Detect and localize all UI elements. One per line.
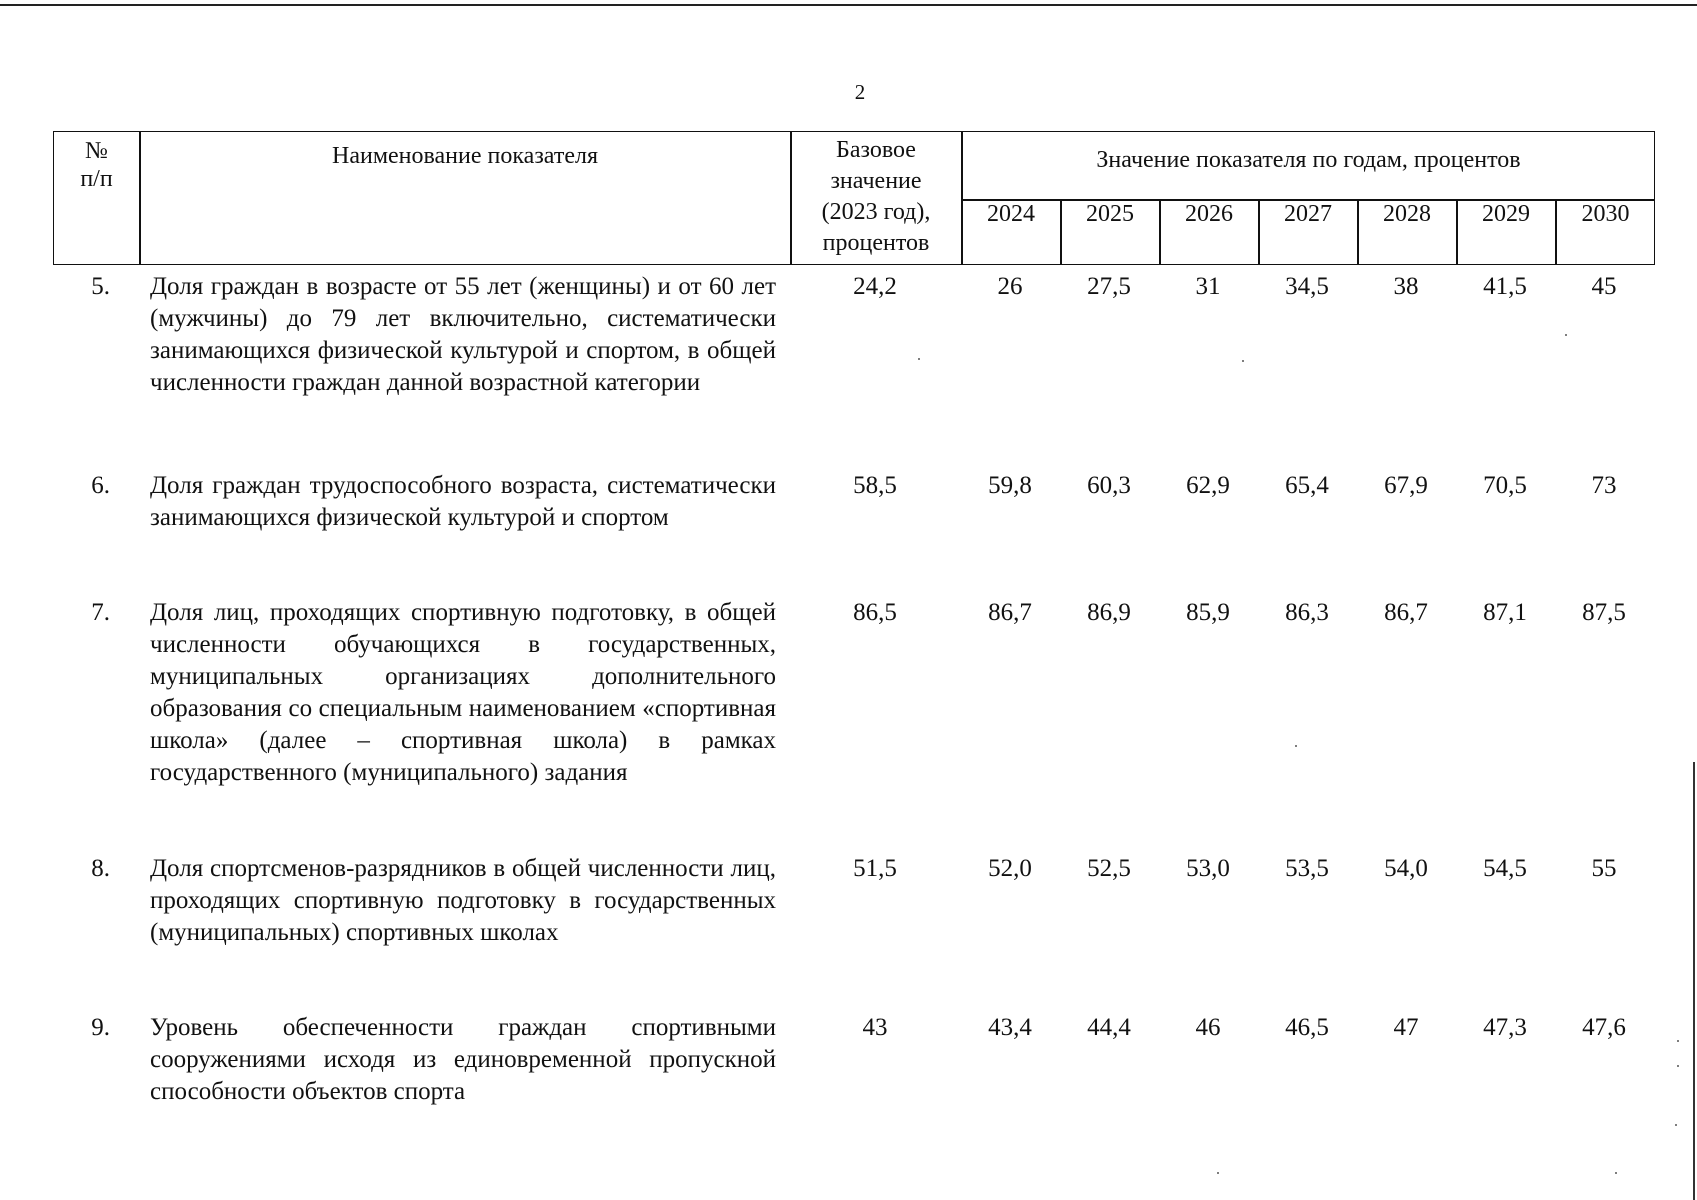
year-value: 62,9: [1186, 472, 1230, 499]
year-value: 45: [1591, 273, 1617, 300]
indicator-name: Доля спортсменов-разрядников в общей численности лиц, проходящих спортивную подготовку в государственных (муниципальных) спортивных школах: [150, 855, 776, 946]
page-top-rule: [0, 4, 1697, 6]
year-value: 73: [1591, 472, 1617, 499]
year-value: 54,5: [1483, 855, 1527, 882]
scan-speck: [1217, 1172, 1219, 1174]
base-value: 86,5: [853, 599, 897, 626]
row-number: 6.: [91, 472, 110, 499]
year-value: 31: [1195, 273, 1221, 300]
year-value: 34,5: [1285, 273, 1329, 300]
scan-speck: [1677, 1040, 1679, 1042]
year-value: 86,3: [1285, 599, 1329, 626]
year-value: 67,9: [1384, 472, 1428, 499]
base-value: 24,2: [853, 273, 897, 300]
year-value: 47,3: [1483, 1014, 1527, 1041]
base-value: 51,5: [853, 855, 897, 882]
year-value: 54,0: [1384, 855, 1428, 882]
year-value: 47: [1393, 1014, 1419, 1041]
year-value: 87,5: [1582, 599, 1626, 626]
row-number: 7.: [91, 599, 110, 626]
year-value: 46,5: [1285, 1014, 1329, 1041]
header-year: 2028: [1383, 201, 1431, 227]
year-value: 86,7: [988, 599, 1032, 626]
header-year: 2026: [1185, 201, 1233, 227]
scan-speck: [1295, 745, 1297, 747]
header-years-group: Значение показателя по годам, процентов: [1096, 147, 1521, 173]
year-value: 38: [1393, 273, 1419, 300]
header-base: Базовое значение (2023 год), процентов: [821, 137, 931, 256]
indicator-name: Доля граждан трудоспособного возраста, систематически занимающихся физической культурой и спортом: [150, 472, 776, 531]
scan-edge: [1693, 762, 1695, 1200]
year-value: 41,5: [1483, 273, 1527, 300]
year-value: 44,4: [1087, 1014, 1131, 1041]
row-number: 8.: [91, 855, 110, 882]
header-year: 2027: [1284, 201, 1332, 227]
year-value: 52,5: [1087, 855, 1131, 882]
page-number: 2: [854, 80, 866, 104]
year-value: 43,4: [988, 1014, 1032, 1041]
year-value: 53,5: [1285, 855, 1329, 882]
scan-speck: [1565, 334, 1567, 336]
scan-speck: [1615, 1172, 1617, 1174]
year-value: 60,3: [1087, 472, 1131, 499]
year-value: 85,9: [1186, 599, 1230, 626]
year-value: 86,9: [1087, 599, 1131, 626]
year-value: 59,8: [988, 472, 1032, 499]
scan-speck: [1677, 1065, 1679, 1067]
year-value: 52,0: [988, 855, 1032, 882]
year-value: 70,5: [1483, 472, 1527, 499]
header-year: 2030: [1581, 201, 1630, 227]
row-number: 5.: [91, 273, 110, 300]
indicator-name: Доля граждан в возрасте от 55 лет (женщины) и от 60 лет (мужчины) до 79 лет включительно, систематически занимающихся физической культурой и спортом, в общей численности граждан данной возрастной категории: [150, 273, 776, 396]
scan-speck: [918, 358, 920, 360]
indicator-name: Доля лиц, проходящих спортивную подготовку, в общей численности обучающихся в государственных, муниципальных организациях дополнительного образования со специальным наименованием «спортивная школа» (далее – спортивная школа) в рамках государственного (муниципального) задания: [150, 599, 776, 786]
base-value: 58,5: [853, 472, 897, 499]
header-year: 2025: [1086, 201, 1134, 227]
year-value: 87,1: [1483, 599, 1527, 626]
header-year: 2029: [1482, 201, 1530, 227]
base-value: 43: [862, 1014, 888, 1041]
header-num: № п/п: [80, 138, 113, 192]
year-value: 86,7: [1384, 599, 1428, 626]
year-value: 27,5: [1087, 273, 1131, 300]
year-value: 53,0: [1186, 855, 1230, 882]
year-value: 47,6: [1582, 1014, 1626, 1041]
year-value: 26: [997, 273, 1023, 300]
header-year: 2024: [987, 201, 1035, 227]
year-value: 65,4: [1285, 472, 1329, 499]
scan-speck: [1675, 1124, 1677, 1126]
indicator-name: Уровень обеспеченности граждан спортивными сооружениями исходя из единовременной пропускной способности объектов спорта: [150, 1014, 776, 1105]
year-value: 46: [1195, 1014, 1221, 1041]
row-number: 9.: [91, 1014, 110, 1041]
header-name: Наименование показателя: [332, 143, 598, 169]
year-value: 55: [1591, 855, 1617, 882]
scan-speck: [1242, 360, 1244, 362]
